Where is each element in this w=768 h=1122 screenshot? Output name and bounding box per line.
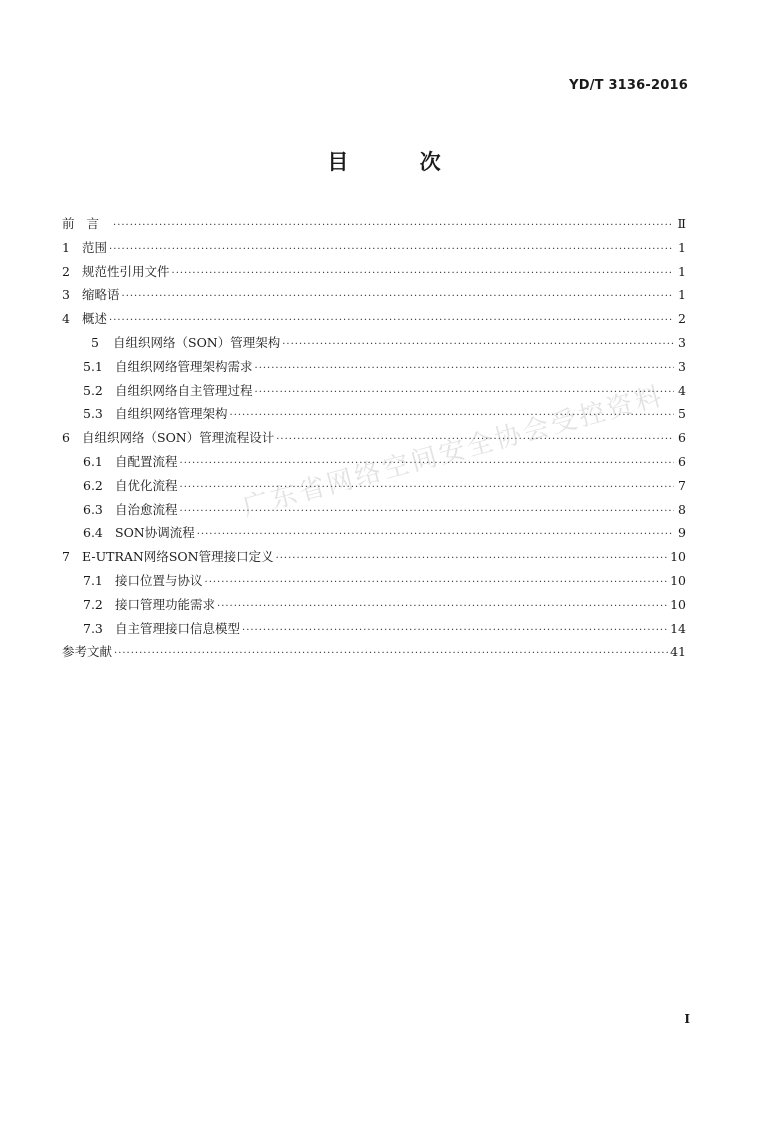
toc-entry-preface[interactable]	[62, 212, 686, 236]
toc-entry-label: 自配置流程	[115, 453, 178, 469]
table-of-contents	[62, 212, 686, 664]
toc-entry-2[interactable]	[62, 260, 686, 284]
toc-entry-label: 概述	[82, 311, 108, 327]
dot-leader	[276, 547, 669, 571]
dot-leader	[242, 619, 668, 643]
toc-entry-label: 缩略语	[82, 287, 120, 303]
toc-entry-label: 自组织网络自主管理过程	[115, 382, 253, 398]
toc-entry-page: 1	[678, 239, 686, 255]
toc-entry-number: 7	[62, 549, 70, 565]
toc-entry-number: 3	[62, 287, 70, 303]
toc-entry-5-2[interactable]	[62, 379, 686, 403]
toc-entry-5-1[interactable]	[62, 355, 686, 379]
dot-leader	[180, 476, 674, 500]
toc-entry-number: 6.3	[83, 501, 103, 517]
toc-entry-page: 4	[678, 382, 686, 398]
toc-entry-label: 自组织网络（SON）管理架构	[113, 334, 281, 350]
dot-leader	[114, 642, 668, 666]
toc-entry-page: 7	[678, 477, 686, 493]
toc-entry-page: 2	[678, 311, 686, 327]
dot-leader	[282, 333, 674, 357]
page-title: 目 次	[327, 149, 473, 174]
toc-entry-7-2[interactable]	[62, 593, 686, 617]
toc-entry-label: 自组织网络管理架构需求	[115, 358, 253, 374]
toc-entry-page: 14	[670, 620, 686, 636]
toc-entry-label: 自组织网络管理架构	[115, 406, 228, 422]
toc-entry-number: 6.2	[83, 477, 103, 493]
toc-entry-page: 9	[678, 525, 686, 541]
dot-leader	[172, 262, 674, 286]
toc-entry-number: 1	[62, 239, 70, 255]
toc-entry-label: 范围	[82, 239, 108, 255]
toc-entry-number: 6	[62, 430, 70, 446]
dot-leader	[255, 357, 674, 381]
toc-entry-1[interactable]	[62, 236, 686, 260]
toc-entry-label: 自优化流程	[115, 477, 178, 493]
toc-entry-7-3[interactable]	[62, 617, 686, 641]
dot-leader	[255, 381, 674, 405]
toc-entry-label: 接口管理功能需求	[115, 596, 216, 612]
dot-leader	[197, 523, 674, 547]
toc-entry-label: 参考文献	[62, 644, 113, 660]
toc-entry-page: 1	[678, 287, 686, 303]
page-number: I	[684, 1012, 690, 1026]
dot-leader	[113, 214, 674, 238]
toc-entry-number: 5.2	[83, 382, 103, 398]
toc-entry-page: 8	[678, 501, 686, 517]
toc-entry-number: 2	[62, 263, 70, 279]
toc-entry-label: 自主管理接口信息模型	[115, 620, 241, 636]
toc-entry-6-2[interactable]	[62, 474, 686, 498]
toc-entry-6-1[interactable]	[62, 450, 686, 474]
toc-entry-label: SON协调流程	[115, 525, 195, 541]
dot-leader	[276, 428, 674, 452]
toc-entry-number: 7.2	[83, 596, 103, 612]
toc-entry-number: 4	[62, 311, 70, 327]
toc-entry-7-1[interactable]	[62, 569, 686, 593]
toc-entry-references[interactable]	[62, 640, 686, 664]
dot-leader	[180, 500, 674, 524]
dot-leader	[122, 285, 674, 309]
toc-entry-number: 5.1	[83, 358, 103, 374]
toc-entry-page: 6	[678, 430, 686, 446]
toc-entry-label: E-UTRAN网络SON管理接口定义	[82, 549, 274, 565]
toc-entry-number: 7.3	[83, 620, 103, 636]
dot-leader	[109, 238, 674, 262]
toc-entry-page: 6	[678, 453, 686, 469]
dot-leader	[180, 452, 674, 476]
toc-entry-6-4[interactable]	[62, 521, 686, 545]
toc-entry-number: 6.1	[83, 453, 103, 469]
toc-entry-label: 自组织网络（SON）管理流程设计	[82, 430, 275, 446]
dot-leader	[230, 404, 674, 428]
dot-leader	[205, 571, 669, 595]
toc-entry-3[interactable]	[62, 283, 686, 307]
toc-entry-label: 前言	[62, 216, 112, 231]
watermark-text: 广东省网络空间安全协会受控资料	[239, 381, 668, 523]
toc-entry-page: Ⅱ	[677, 216, 686, 231]
toc-entry-page: 10	[670, 549, 686, 565]
toc-entry-5-3[interactable]	[62, 402, 686, 426]
toc-entry-page: 10	[670, 572, 686, 588]
toc-entry-label: 自治愈流程	[115, 501, 178, 517]
toc-entry-label: 规范性引用文件	[82, 263, 170, 279]
toc-entry-page: 1	[678, 263, 686, 279]
toc-entry-number: 5	[91, 334, 99, 350]
toc-entry-number: 5.3	[83, 406, 103, 422]
toc-entry-page: 5	[678, 406, 686, 422]
toc-entry-label: 接口位置与协议	[115, 572, 203, 588]
toc-entry-5[interactable]	[62, 331, 686, 355]
toc-entry-number: 7.1	[83, 572, 103, 588]
toc-entry-page: 3	[678, 358, 686, 374]
toc-entry-page: 10	[670, 596, 686, 612]
dot-leader	[109, 309, 674, 333]
toc-entry-6[interactable]	[62, 426, 686, 450]
standard-code: YD/T 3136-2016	[569, 78, 688, 93]
toc-entry-number: 6.4	[83, 525, 103, 541]
toc-entry-4[interactable]	[62, 307, 686, 331]
toc-entry-6-3[interactable]	[62, 498, 686, 522]
toc-entry-7[interactable]	[62, 545, 686, 569]
toc-entry-page: 41	[670, 644, 686, 660]
dot-leader	[217, 595, 668, 619]
toc-entry-page: 3	[678, 334, 686, 350]
